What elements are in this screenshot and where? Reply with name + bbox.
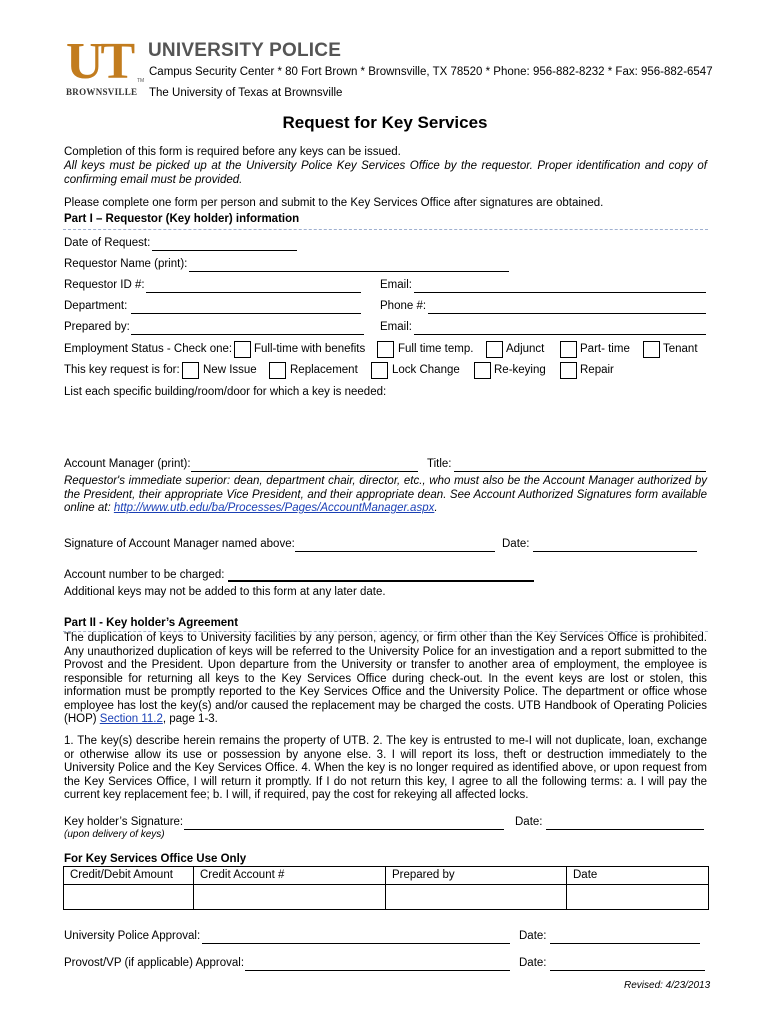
option-adjunct: Adjunct — [506, 343, 545, 355]
option-part-time: Part- time — [580, 343, 630, 355]
key-holder-date-field[interactable] — [546, 829, 704, 830]
requestor-name-field[interactable] — [189, 271, 509, 272]
checkbox-lock-change[interactable] — [371, 362, 388, 379]
account-number-field[interactable] — [228, 580, 534, 582]
checkbox-replacement[interactable] — [269, 362, 286, 379]
phone-field[interactable] — [428, 313, 706, 314]
provost-approval-field[interactable] — [245, 970, 510, 971]
header-institution: The University of Texas at Brownsville — [149, 87, 343, 99]
requestor-id-field[interactable] — [146, 292, 361, 293]
provost-date-field[interactable] — [550, 970, 705, 971]
logo-letters: UT — [66, 33, 133, 90]
office-use-table — [63, 866, 709, 910]
employment-status-label: Employment Status - Check one: — [64, 343, 233, 355]
agreement-text-1-end: , page 1-3. — [162, 713, 218, 725]
account-note-text: Requestor's immediate superior: dean, department chair, director, etc., who must also be the Account Manager authorized by the President, their appropriate Vice President, and their appropriate dean. See Account Authorized Signatures form available online at: — [64, 475, 707, 514]
key-holder-signature-note: (upon delivery of keys) — [64, 829, 165, 840]
checkbox-tenant[interactable] — [643, 341, 660, 358]
option-lock-change: Lock Change — [392, 364, 460, 376]
logo-trademark: TM — [137, 78, 145, 84]
police-date-field[interactable] — [550, 943, 700, 944]
option-tenant: Tenant — [663, 343, 698, 355]
building-list-label: List each specific building/room/door for which a key is needed: — [64, 386, 387, 398]
form-title: Request for Key Services — [282, 113, 488, 132]
option-full-time-temp: Full time temp. — [398, 343, 474, 355]
account-manager-field[interactable] — [191, 471, 418, 472]
manager-date-label: Date: — [502, 538, 530, 550]
intro-line3: Please complete one form per person and submit to the Key Services Office after signatures are obtained. — [64, 197, 604, 209]
agreement-text-1: The duplication of keys to University facilities by any person, agency, or firm other than the Key Services Office is prohibited. Any unauthorized duplication of keys will be referred to the University Police for an investigation and a report submitted to the Provost and the President. Upon departure from the University or transfer to another area of employment, the employee is responsible for returning all keys to the Key Services Office during check-out. In the event keys are lost or stolen, this information must be promptly reported to the Key Services Office and the University Police. The department or office whose employee has lost the key(s) and/or caused the replacement may be charged the costs. UTB Handbook of Operating Policies (HOP) — [64, 632, 707, 725]
request-type-label: This key request is for: — [64, 364, 180, 376]
cell-credit-account[interactable] — [194, 885, 386, 910]
checkbox-re-keying[interactable] — [474, 362, 491, 379]
email-field[interactable] — [414, 292, 706, 293]
police-date-label: Date: — [519, 930, 547, 942]
checkbox-new-issue[interactable] — [182, 362, 199, 379]
police-approval-field[interactable] — [202, 943, 510, 944]
account-number-label: Account number to be charged: — [64, 569, 225, 581]
col-credit-account: Credit Account # — [194, 867, 386, 885]
checkbox-repair[interactable] — [560, 362, 577, 379]
agreement-paragraph-2: 1. The key(s) describe herein remains the property of UTB. 2. The key is entrusted to me-I will not duplicate, loan, exchange or otherwise allow its use or possession by anyone else. 3. I will report its loss, theft or destruction immediately to the University Police and the Key Services Office. 4. When the key is no longer required as identified above, or upon request from the Key Services Office, I will return it promptly. If I do not return this key, I agree to all the following terms: a. I will pay the current key replacement fee; b. I will, if required, pay the cost for rekeying all affected locks. — [64, 735, 707, 801]
col-prepared-by: Prepared by — [386, 867, 567, 885]
cell-date[interactable] — [567, 885, 709, 910]
building-list-area[interactable] — [64, 402, 707, 454]
requestor-id-label: Requestor ID #: — [64, 279, 145, 291]
key-holder-date-label: Date: — [515, 816, 543, 828]
title-field[interactable] — [454, 471, 706, 472]
department-label: Department: — [64, 300, 128, 312]
part1-divider — [63, 229, 708, 230]
manager-signature-field[interactable] — [295, 551, 495, 552]
prepared-by-label: Prepared by: — [64, 321, 130, 333]
header-title: UNIVERSITY POLICE — [148, 40, 342, 61]
option-repair: Repair — [580, 364, 614, 376]
provost-approval-label: Provost/VP (if applicable) Approval: — [64, 957, 245, 969]
checkbox-adjunct[interactable] — [486, 341, 503, 358]
date-of-request-label: Date of Request: — [64, 237, 151, 249]
logo-subtitle: BROWNSVILLE — [66, 87, 138, 97]
phone-label: Phone #: — [380, 300, 427, 312]
date-of-request-field[interactable] — [152, 250, 297, 251]
office-use-heading: For Key Services Office Use Only — [64, 853, 247, 865]
option-new-issue: New Issue — [203, 364, 257, 376]
part2-heading: Part II - Key holder’s Agreement — [64, 617, 239, 629]
revised-date: Revised: 4/23/2013 — [624, 980, 711, 991]
col-date: Date — [567, 867, 709, 885]
manager-date-field[interactable] — [533, 551, 697, 552]
key-holder-signature-label: Key holder’s Signature: — [64, 816, 184, 828]
checkbox-part-time[interactable] — [560, 341, 577, 358]
email2-label: Email: — [380, 321, 412, 333]
manager-signature-label: Signature of Account Manager named above: — [64, 538, 295, 550]
agreement-paragraph-1 — [64, 632, 707, 727]
option-full-time-benefits: Full-time with benefits — [254, 343, 366, 355]
checkbox-full-time-temp[interactable] — [377, 341, 394, 358]
department-field[interactable] — [131, 313, 361, 314]
email2-field[interactable] — [414, 334, 706, 335]
prepared-by-field[interactable] — [131, 334, 364, 335]
option-replacement: Replacement — [290, 364, 358, 376]
title-label: Title: — [427, 458, 452, 470]
account-number-note: Additional keys may not be added to this form at any later date. — [64, 586, 386, 598]
email-label: Email: — [380, 279, 412, 291]
police-approval-label: University Police Approval: — [64, 930, 201, 942]
cell-credit-debit-amount[interactable] — [64, 885, 194, 910]
part1-heading: Part I – Requestor (Key holder) information — [64, 213, 300, 225]
checkbox-full-time-benefits[interactable] — [234, 341, 251, 358]
cell-prepared-by[interactable] — [386, 885, 567, 910]
option-re-keying: Re-keying — [494, 364, 546, 376]
header-address: Campus Security Center * 80 Fort Brown * Brownsville, TX 78520 * Phone: 956-882-8232 * Fax: 956-882-6547 — [149, 66, 713, 78]
requestor-name-label: Requestor Name (print): — [64, 258, 188, 270]
hop-section-link[interactable]: Section 11.2 — [99, 713, 163, 725]
provost-date-label: Date: — [519, 957, 547, 969]
account-manager-link[interactable]: http://www.utb.edu/ba/Processes/Pages/AccountManager.aspx — [113, 502, 435, 514]
col-credit-debit-amount: Credit/Debit Amount — [64, 867, 194, 885]
account-manager-note — [64, 475, 707, 516]
intro-line1: Completion of this form is required before any keys can be issued. — [64, 146, 401, 158]
utb-logo — [66, 33, 145, 100]
intro-line2: All keys must be picked up at the University Police Key Services Office by the requestor. Proper identification and copy of confirming email must be provided. — [64, 160, 707, 186]
key-holder-signature-field[interactable] — [184, 829, 504, 830]
account-note-end: . — [434, 502, 438, 514]
account-manager-label: Account Manager (print): — [64, 458, 191, 470]
